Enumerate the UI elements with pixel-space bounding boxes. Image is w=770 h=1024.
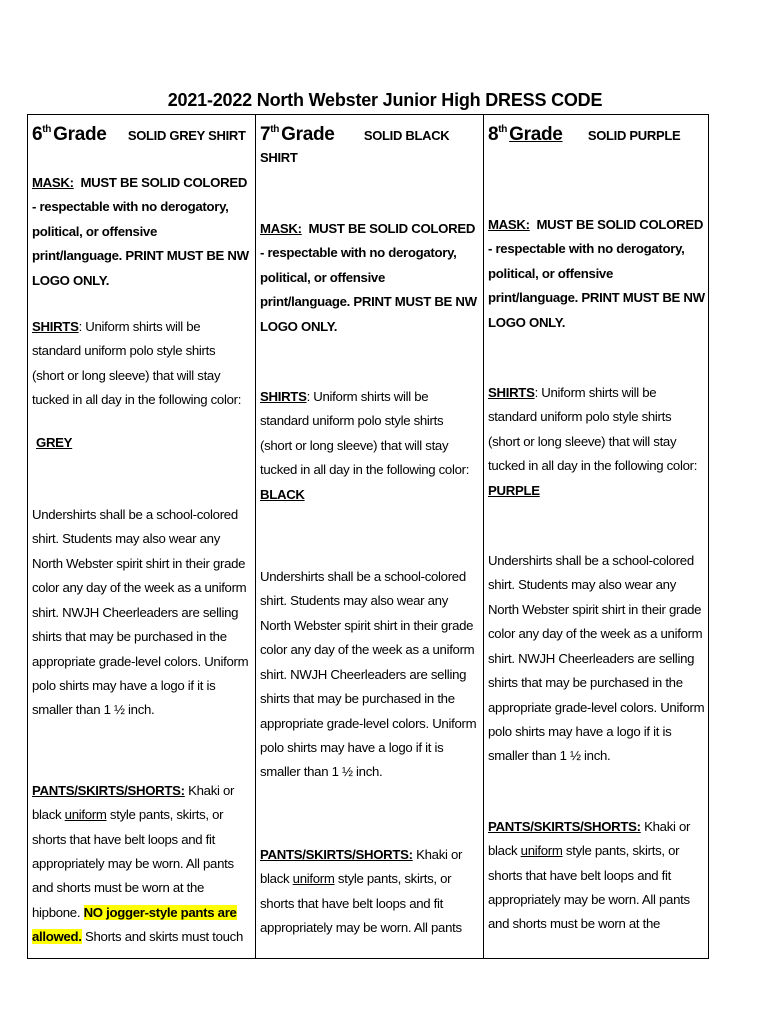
dress-code-table [27,114,709,959]
mask-rule: MASK: MUST BE SOLID COLORED - respectable with no derogatory, political, or offensive print/language. PRINT MUST BE NW LOGO ONLY. [488,217,705,330]
pants-rule: PANTS/SKIRTS/SHORTS: Khaki or black uniform style pants, skirts, or shorts that have belt loops and fit appropriately may be worn. All pants and shorts must be worn at the [488,818,691,932]
grade-heading: 7th Grade [260,124,335,145]
grade-7-header [260,119,478,217]
grade-8-header [488,119,705,213]
grade-heading: 6th Grade [32,124,107,145]
grade-7-column [256,115,484,958]
shirt-color: BLACK [260,486,305,502]
shirts-rule: SHIRTS: Uniform shirts will be standard uniform polo style shirts (short or long sleeve) that will stay tucked in all day in the following color: PURPLE [488,385,698,498]
shirts-rule: SHIRTS: Uniform shirts will be standard uniform polo style shirts (short or long sleeve) that will stay tucked in all day in the following color: BLACK [260,389,470,502]
mask-rule: MASK: MUST BE SOLID COLORED - respectable with no derogatory, political, or offensive print/language. PRINT MUST BE NW LOGO ONLY. [260,221,477,334]
shirt-color: GREY [36,434,73,450]
pants-rule: PANTS/SKIRTS/SHORTS: Khaki or black uniform style pants, skirts, or shorts that have belt loops and fit appropriately may be worn. All pants [260,846,463,935]
shirt-color-label: SOLID GREY SHIRT [127,128,246,143]
grade-heading: 8th Grade [488,124,563,145]
shirt-color-label: SOLID PURPLE [587,128,681,143]
pants-rule: PANTS/SKIRTS/SHORTS: Khaki or black uniform style pants, skirts, or shorts that have belt loops and fit appropriately may be worn. All pants and shorts must be worn at the hipbone. NO jogger-style pants are allowed. Shorts and skirts must touch [32,782,243,945]
undershirts-rule: Undershirts shall be a school-colored shirt. Students may also wear any North Webster spirit shirt in their grade color any day of the week as a uniform shirt. NWJH Cheerleaders are selling shirts that may be purchased in the appropriate grade-level colors. Uniform polo shirts may have a logo if it is smaller than 1 ½ inch. [488,553,705,764]
page-title: 2021-2022 North Webster Junior High DRESS CODE [167,90,603,110]
shirt-color: PURPLE [488,482,540,498]
undershirts-rule: Undershirts shall be a school-colored shirt. Students may also wear any North Webster spirit shirt in their grade color any day of the week as a uniform shirt. NWJH Cheerleaders are selling shirts that may be purchased in the appropriate grade-level colors. Uniform polo shirts may have a logo if it is smaller than 1 ½ inch. [260,569,477,780]
shirts-rule: SHIRTS: Uniform shirts will be standard uniform polo style shirts (short or long sleeve) that will stay tucked in all day in the following color: [32,319,242,408]
shirt-color-label: SOLID BLACK SHIRT [260,128,450,165]
grade-6-header [32,119,250,171]
mask-rule: MASK: MUST BE SOLID COLORED - respectable with no derogatory, political, or offensive print/language. PRINT MUST BE NW LOGO ONLY. [32,175,249,288]
undershirts-rule: Undershirts shall be a school-colored shirt. Students may also wear any North Webster spirit shirt in their grade color any day of the week as a uniform shirt. NWJH Cheerleaders are selling shirts that may be purchased in the appropriate grade-level colors. Uniform polo shirts may have a logo if it is smaller than 1 ½ inch. [32,507,249,718]
grade-8-column [484,115,709,958]
grade-6-column [28,115,256,958]
